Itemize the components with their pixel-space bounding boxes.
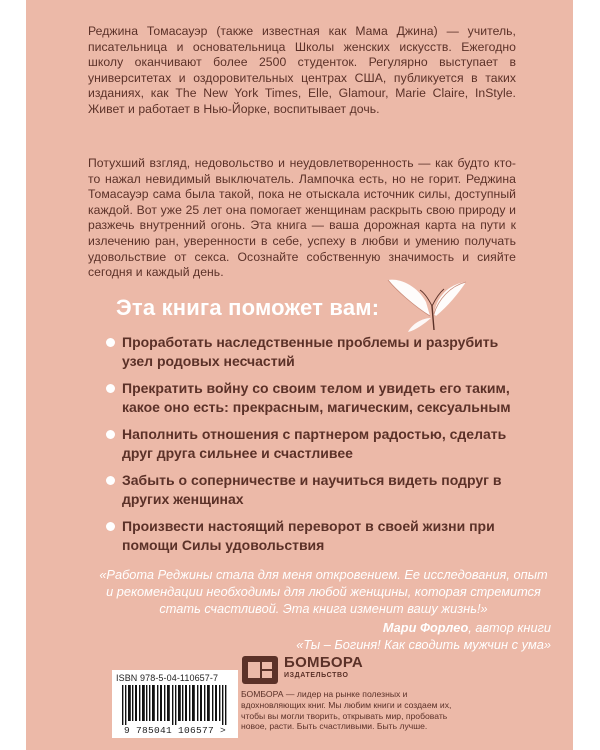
isbn-number: ISBN 978-5-04-110657-7 [116,673,219,683]
bullet-icon [106,476,115,485]
benefit-text: Забыть о соперничестве и научиться видеть подруг в других женщинах [122,472,502,507]
benefit-item [106,517,526,555]
benefit-text: Прекратить войну со своим телом и увидеть его таким, какое оно есть: прекрасным, магическим, сексуальным [122,380,511,415]
benefit-item [106,333,526,371]
barcode-bars [122,685,230,725]
benefit-text: Произвести настоящий переворот в своей жизни при помощи Силы удовольствия [122,518,495,553]
butterfly-icon [386,276,481,338]
book-description: Потухший взгляд, недовольство и неудовлетворенность — как будто кто-то нажал невидимый выключатель. Лампочка есть, но не горит. Реджина Томасауэр сама была такой, пока не отыскала источник силы, доступный каждой. Вот уже 25 лет она помогает женщинам раскрыть свою природу и разжечь внутренний огонь. Эта книга — ваша дорожная карта на пути к излечению ран, уверенности в себе, успеху в любви и умению получать удовольствие от секса. Осознайте собственную значимость и сияйте сегодня и каждый день. [88,156,516,280]
bullet-icon [106,430,115,439]
publisher-description: БОМБОРА — лидер на рынке полезных и вдохновляющих книг. Мы любим книги и создаем их, чтобы вы могли творить, открывать мир, пробовать новое, расти. Быть счастливыми. Быть лучше. [241,689,452,732]
benefits-list [106,333,526,555]
benefit-item [106,425,526,463]
testimonial-book: «Ты – Богиня! Как сводить мужчин с ума» [296,637,551,652]
testimonial-quote: «Работа Реджины стала для меня откровением. Ее исследования, опыт и рекомендации необходимы для любой женщины, которая стремится стать счастливой. Эта книга изменит вашу жизнь!» [99,567,548,616]
ean-digits: 9 785041 106577 > [123,725,226,736]
publisher-name: БОМБОРА [284,654,364,671]
bullet-icon [106,522,115,531]
barcode [112,670,238,738]
publisher-subtitle: ИЗДАТЕЛЬСТВО [284,672,349,679]
benefit-item [106,471,526,509]
benefit-item [106,379,526,417]
author-bio: Реджина Томасауэр (также известная как Мама Джина) — учитель, писательница и основательница Школы женских искусств. Ежегодно школу оканчивают более 2500 студенток. Регулярно выступает в университетах и оздоровительных центрах США, публикуется в таких изданиях, как The New York Times, Elle, Glamour, Marie Claire, InStyle. Живет и работает в Нью-Йорке, воспитывает дочь. [88,24,516,116]
bullet-icon [106,338,115,347]
testimonial-author: Мари Форлео [382,620,469,635]
benefit-text: Проработать наследственные проблемы и разрубить узел родовых несчастий [122,334,499,369]
testimonial-author-role: , автор книги [468,620,551,635]
publisher-logo [240,652,364,686]
book-back-cover [26,0,573,750]
benefit-text: Наполнить отношения с партнером радостью, сделать друг друга сильнее и счастливее [122,426,507,461]
bullet-icon [106,384,115,393]
testimonial-attribution [326,619,551,636]
benefits-heading: Эта книга поможет вам: [116,295,380,320]
bombora-logo-icon [240,652,280,686]
